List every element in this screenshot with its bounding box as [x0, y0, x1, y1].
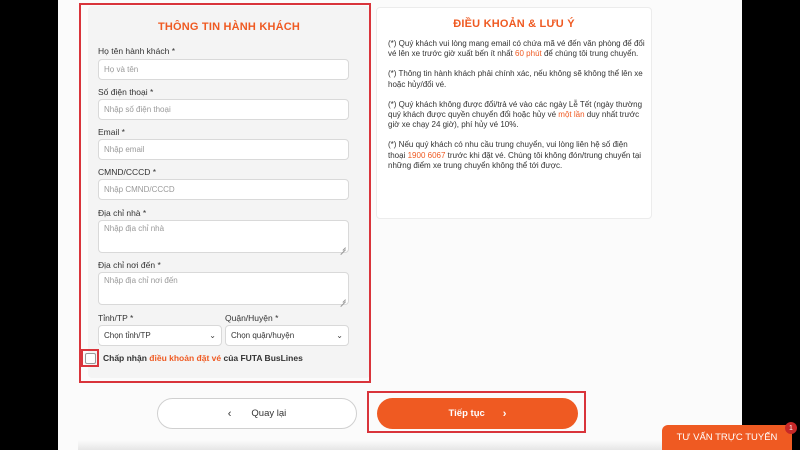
terms-note-4: (*) Nếu quý khách có nhu cầu trung chuyển, vui lòng liên hệ số điện thoại 1900 6067 trước khi đặt vé. Chúng tôi không đón/trung chuyển tại những điểm xe trung chuyển không thể tới được.	[388, 140, 642, 171]
province-label: Tỉnh/TP *	[98, 313, 134, 323]
terms-note-3: (*) Quý khách không được đổi/trả vé vào các ngày Lễ Tết (ngày thường quý khách được quyền chuyển đổi hoặc hủy vé một lần duy nhất trước giờ xe chạy 24 giờ), phí hủy vé 10%.	[388, 99, 643, 130]
continue-button-label: Tiếp tục	[448, 408, 485, 419]
terms-body	[388, 39, 646, 181]
letterbox-left	[0, 0, 58, 450]
booking-page	[58, 0, 793, 450]
back-button[interactable]	[157, 398, 357, 429]
terms-note-2: (*) Thông tin hành khách phải chính xác, nếu không sẽ không thể lên xe hoặc hủy/đổi vé.	[388, 69, 643, 89]
idcard-label: CMND/CCCD *	[98, 167, 157, 177]
phone-label: Số điện thoại *	[98, 87, 154, 97]
continue-highlight-frame	[367, 391, 586, 433]
agree-prefix: Chấp nhận	[103, 353, 147, 363]
back-button-label: Quay lại	[251, 408, 287, 419]
province-select-value: Chọn tỉnh/TP	[104, 331, 151, 340]
chat-notification-badge: 1	[785, 422, 797, 434]
home-address-label: Địa chỉ nhà *	[98, 208, 147, 218]
passenger-form-title: THÔNG TIN HÀNH KHÁCH	[157, 21, 301, 33]
terms-note-1: (*) Quý khách vui lòng mang email có chứa mã vé đến văn phòng để đổi vé lên xe trước giờ xuất bến ít nhất 60 phút để chúng tôi trung chuyển.	[388, 39, 645, 59]
terms-link[interactable]: điều khoản đặt vé	[149, 353, 222, 363]
email-label: Email *	[98, 127, 125, 137]
footer-shadow	[78, 440, 668, 450]
terms-card	[376, 7, 652, 219]
destination-address-label: Địa chỉ nơi đến *	[98, 260, 161, 270]
district-label: Quận/Huyện *	[225, 313, 279, 323]
chevron-down-icon: ⌄	[209, 331, 216, 340]
district-select-value: Chọn quận/huyện	[231, 331, 295, 340]
fullname-label: Họ tên hành khách *	[98, 46, 176, 56]
chevron-right-icon: ›	[502, 407, 507, 420]
terms-title: ĐIỀU KHOẢN & LƯU Ý	[453, 18, 575, 30]
letterbox-right	[742, 0, 800, 450]
chevron-down-icon: ⌄	[336, 331, 343, 340]
form-highlight-frame	[79, 3, 371, 383]
agree-suffix: của FUTA BusLines	[223, 353, 303, 363]
chevron-left-icon: ‹	[227, 407, 232, 420]
live-chat-button[interactable]: TƯ VẤN TRỰC TUYẾN	[662, 425, 792, 450]
